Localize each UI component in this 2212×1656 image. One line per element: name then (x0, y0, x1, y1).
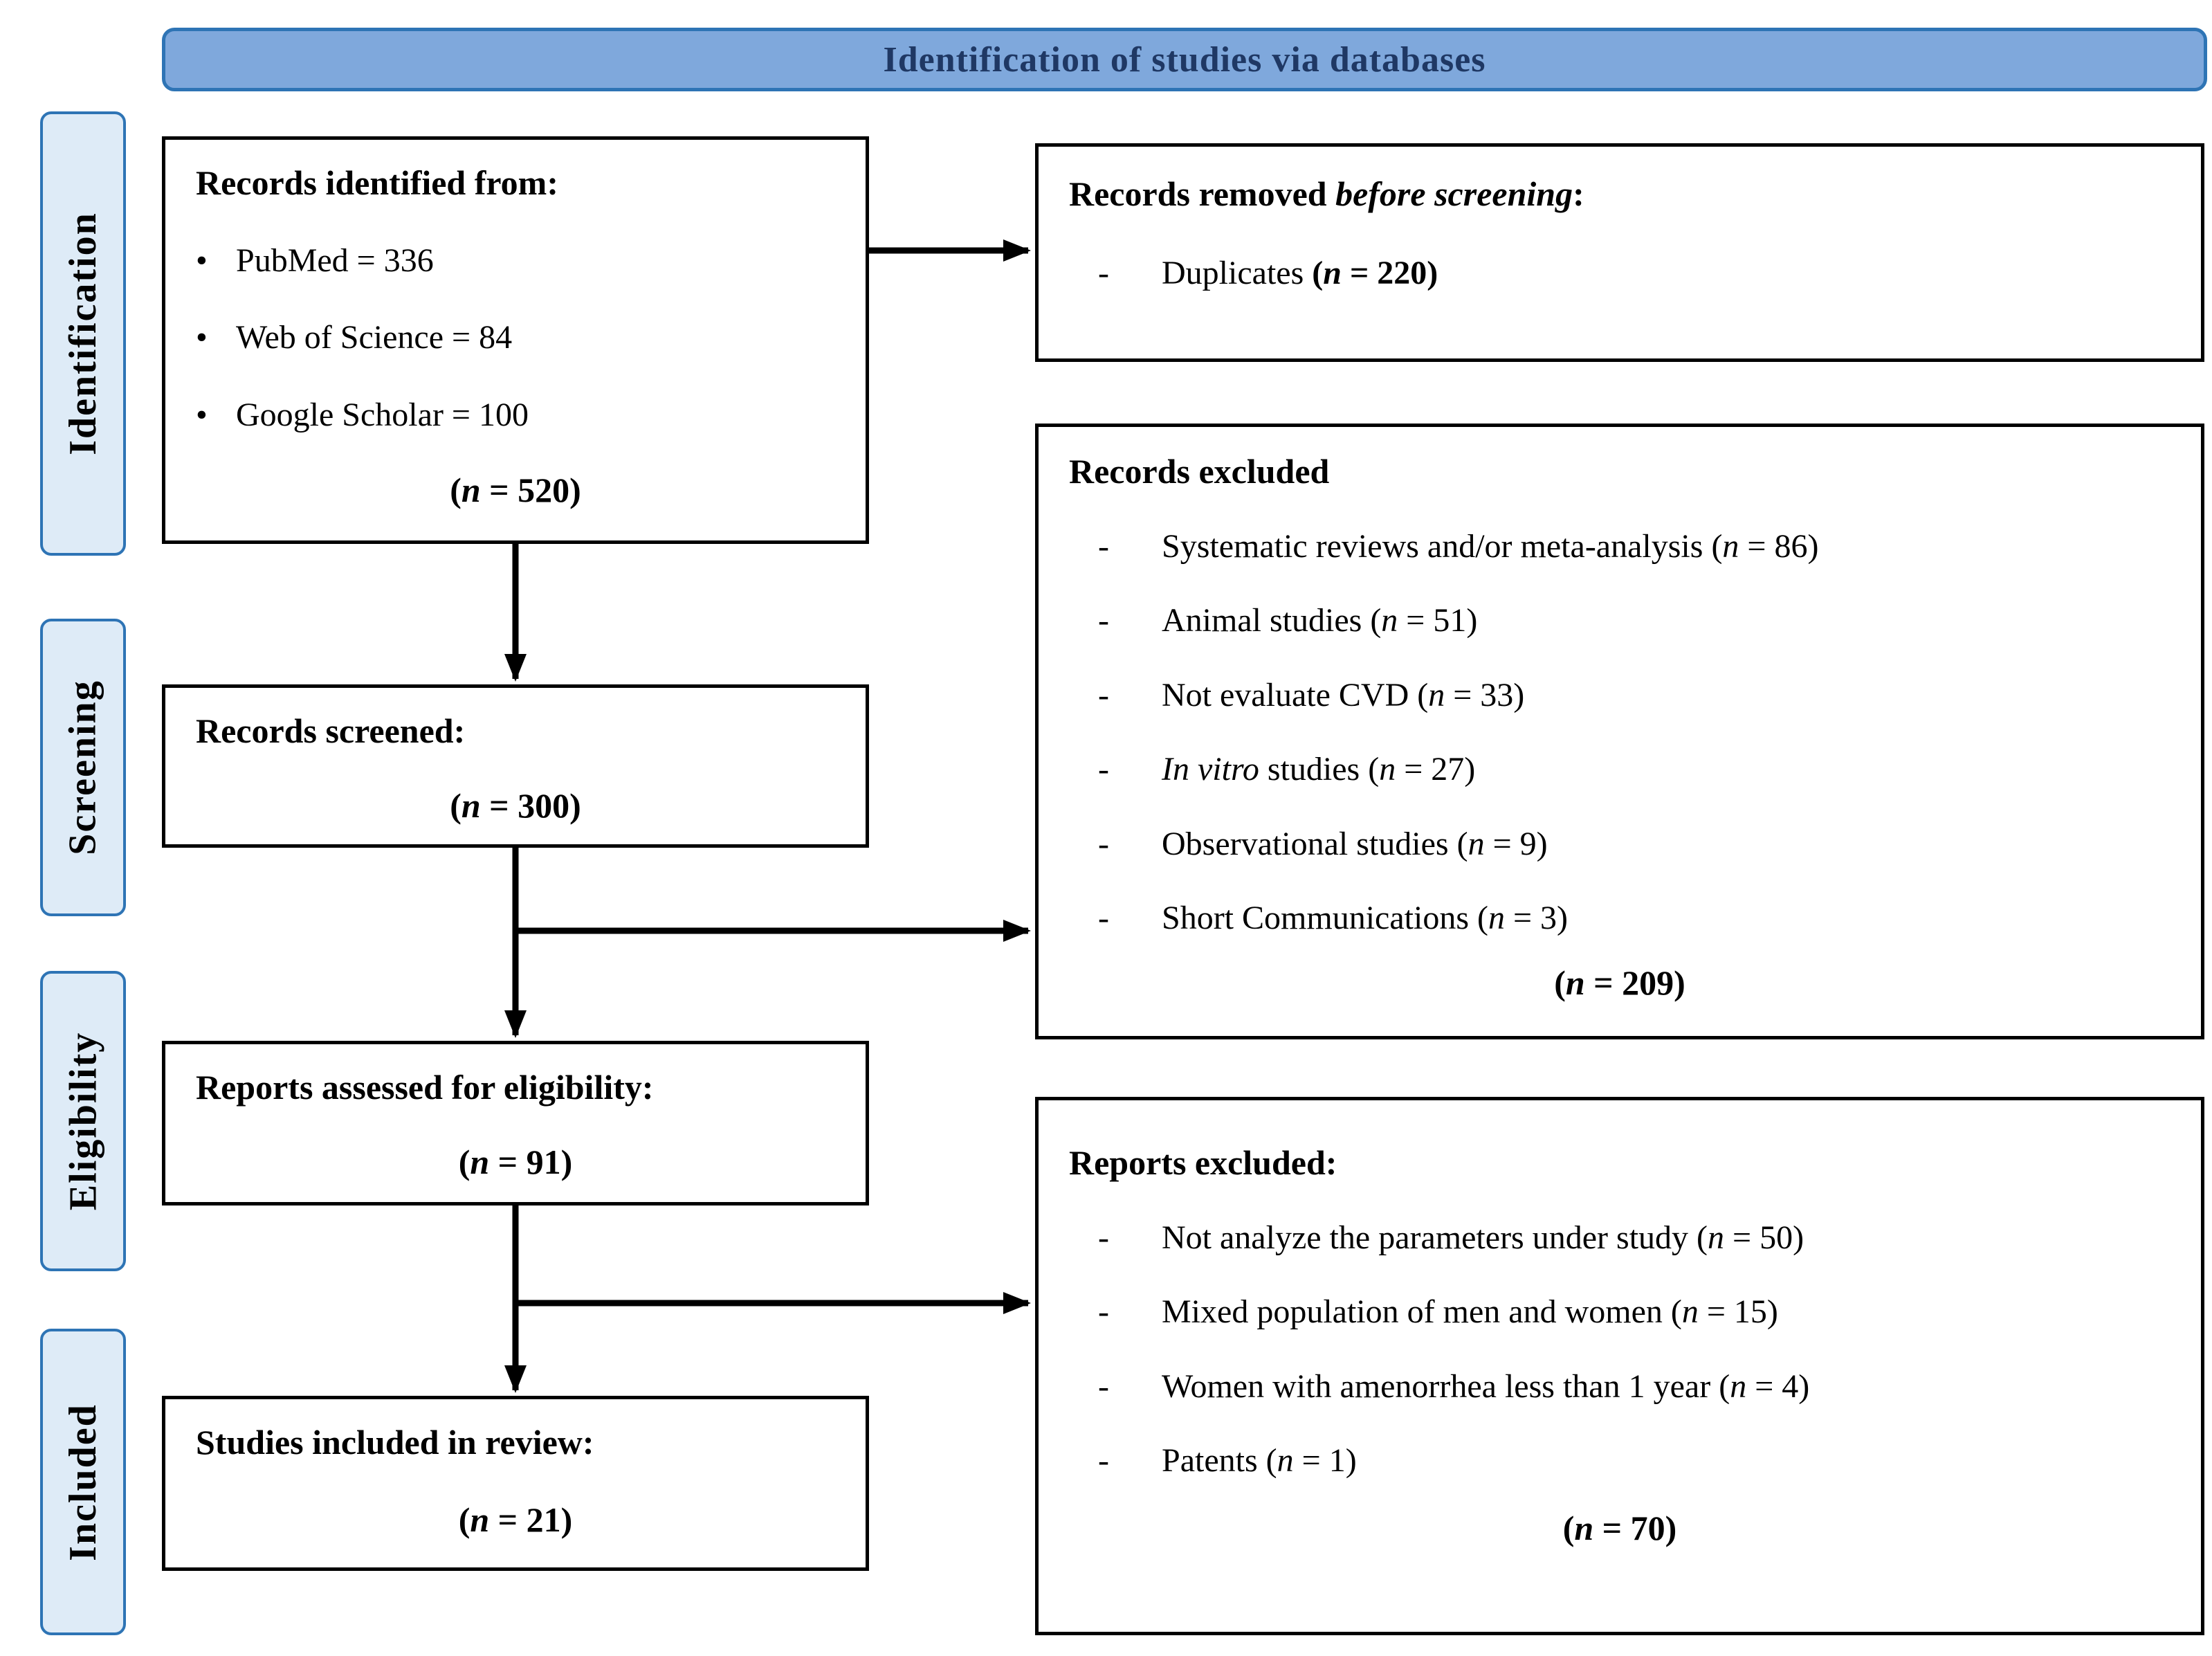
box-studies-included (162, 1396, 869, 1571)
dash-marker (1098, 525, 1162, 567)
excluded-record-item (1069, 897, 2170, 939)
excluded-record-item (1069, 748, 2170, 790)
box-records-identified (162, 136, 869, 544)
stage-label-screening (40, 619, 126, 916)
dash-marker (1098, 1365, 1162, 1408)
box-title: Reports excluded: (1069, 1143, 1337, 1182)
database-item (196, 394, 835, 436)
dash-marker (1098, 823, 1162, 865)
excluded-record-text: Observational studies (n = 9) (1162, 825, 1548, 862)
bullet-icon (196, 239, 236, 282)
excluded-report-text: Women with amenorrhea less than 1 year (n = 4) (1162, 1367, 1810, 1405)
stage-label-text: Identification (62, 212, 104, 455)
excluded-record-text: Not evaluate CVD (n = 33) (1162, 676, 1525, 713)
dash-marker (1098, 599, 1162, 642)
stage-label-text: Eligibility (62, 1031, 104, 1211)
box-records-removed (1035, 143, 2204, 362)
dash-marker (1098, 1217, 1162, 1259)
excluded-report-item (1069, 1439, 2170, 1482)
excluded-report-item (1069, 1365, 2170, 1408)
box-title: Records screened: (196, 711, 466, 750)
database-item (196, 239, 835, 282)
excluded-record-text: Animal studies (n = 51) (1162, 602, 1478, 639)
excluded-record-item (1069, 525, 2170, 567)
database-count: Google Scholar = 100 (236, 396, 529, 433)
excluded-report-text: Mixed population of men and women (n = 15) (1162, 1293, 1778, 1331)
box-title: Records removed before screening: (1069, 174, 1584, 213)
removed-item-text: Duplicates (n = 220) (1162, 255, 1438, 291)
stage-label-text: Screening (62, 680, 104, 855)
dash-marker (1098, 1439, 1162, 1482)
dash-marker (1098, 748, 1162, 790)
stage-label-identification (40, 111, 126, 556)
count-total: (n = 70) (1562, 1508, 1677, 1547)
excluded-record-item (1069, 823, 2170, 865)
box-reports-assessed (162, 1041, 869, 1205)
count-total: (n = 300) (450, 786, 581, 825)
stage-label-text: Included (62, 1403, 105, 1561)
excluded-report-text: Patents (n = 1) (1162, 1442, 1357, 1480)
box-title: Records identified from: (196, 163, 558, 202)
excluded-report-item (1069, 1291, 2170, 1333)
excluded-record-item (1069, 674, 2170, 716)
database-count: PubMed = 336 (236, 242, 434, 279)
database-count: Web of Science = 84 (236, 319, 513, 356)
excluded-record-item (1069, 599, 2170, 642)
count-total: (n = 21) (458, 1500, 573, 1539)
header-title: Identification of studies via databases (883, 39, 1486, 80)
excluded-report-item (1069, 1217, 2170, 1259)
box-title: Reports assessed for eligibility: (196, 1068, 654, 1107)
excluded-record-text: Short Communications (n = 3) (1162, 900, 1569, 937)
dash-marker (1098, 252, 1162, 294)
excluded-record-text: Systematic reviews and/or meta-analysis (n = 86) (1162, 528, 1819, 565)
removed-item (1069, 252, 2170, 294)
dash-marker (1098, 897, 1162, 939)
header-banner (162, 28, 2207, 91)
excluded-report-text: Not analyze the parameters under study (n = 50) (1162, 1219, 1804, 1256)
excluded-record-text: In vitro studies (n = 27) (1162, 751, 1476, 788)
box-title: Studies included in review: (196, 1423, 594, 1462)
bullet-icon (196, 316, 236, 358)
box-title: Records excluded (1069, 452, 1330, 491)
bullet-icon (196, 394, 236, 436)
box-records-excluded (1035, 424, 2204, 1039)
count-total: (n = 209) (1554, 963, 1685, 1002)
database-item (196, 316, 835, 358)
dash-marker (1098, 674, 1162, 716)
box-records-screened (162, 684, 869, 848)
stage-label-included (40, 1329, 126, 1635)
count-total: (n = 91) (458, 1143, 573, 1181)
count-total: (n = 520) (450, 471, 581, 510)
stage-label-eligibility (40, 971, 126, 1271)
box-reports-excluded (1035, 1097, 2204, 1635)
dash-marker (1098, 1291, 1162, 1333)
